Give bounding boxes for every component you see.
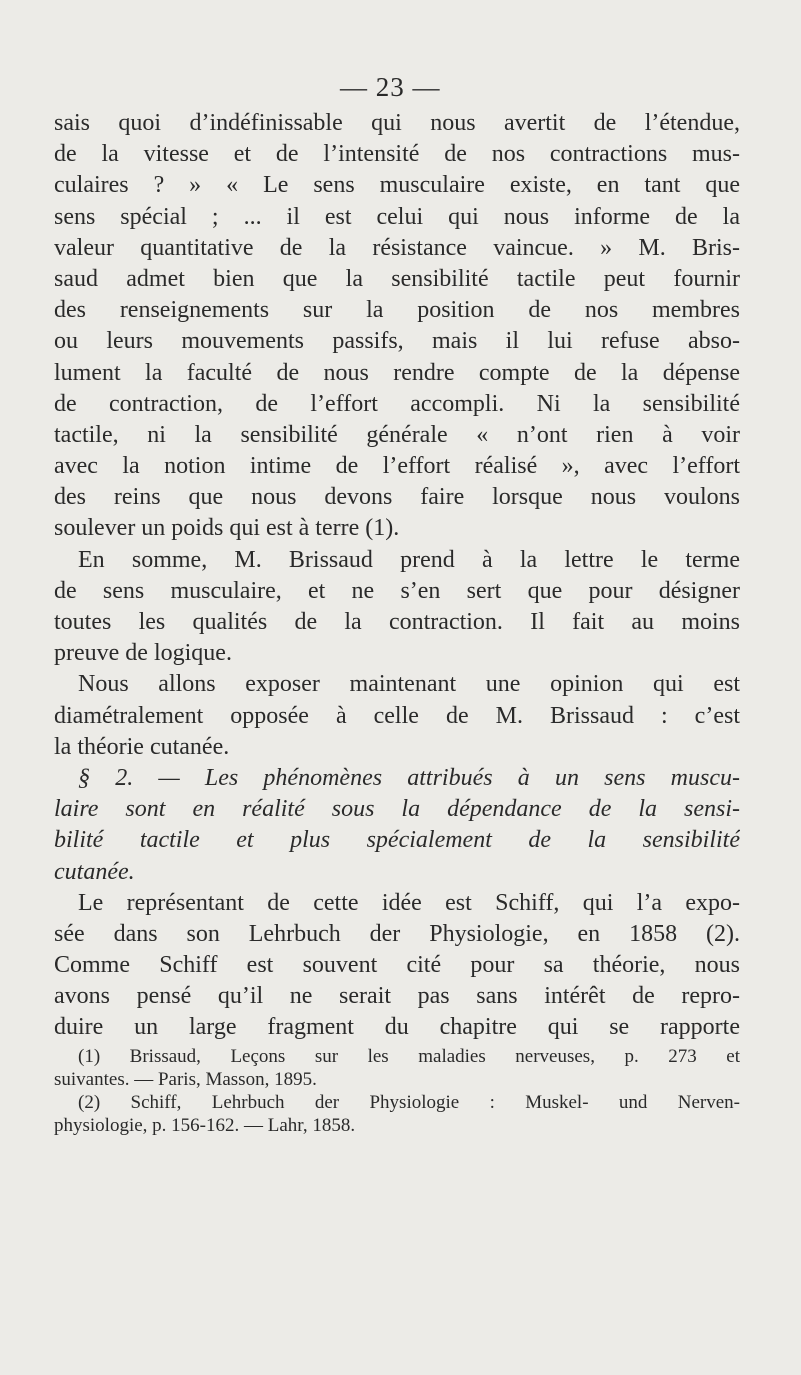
text-line: En somme, M. Brissaud prend à la lettre le terme — [78, 546, 740, 573]
footnote-line: (2) Schiff, Lehrbuch der Physiologie : Muskel- und Nerven- — [78, 1092, 740, 1113]
text-line: sais quoi d’indéfinissable qui nous avertit de l’étendue, — [54, 110, 740, 136]
text-line: sens spécial ; ... il est celui qui nous informe de la — [54, 203, 740, 230]
text-line: de la vitesse et de l’intensité de nos contractions mus- — [54, 141, 740, 168]
text-line: de contraction, de l’effort accompli. Ni la sensibilité — [54, 390, 740, 417]
text-line: culaires ? » « Le sens musculaire existe, en tant que — [54, 172, 740, 199]
text-line: lument la faculté de nous rendre compte de la dépense — [54, 359, 740, 386]
text-line: de sens musculaire, et ne s’en sert que pour désigner — [54, 577, 740, 604]
text-line: Le représentant de cette idée est Schiff, qui l’a expo- — [78, 889, 740, 916]
text-line: duire un large fragment du chapitre qui se rapporte — [54, 1014, 740, 1041]
text-line: sée dans son Lehrbuch der Physiologie, en 1858 (2). — [54, 920, 740, 947]
footnote-line: physiologie, p. 156-162. — Lahr, 1858. — [54, 1115, 356, 1136]
footnote-line: (1) Brissaud, Leçons sur les maladies nerveuses, p. 273 et — [78, 1046, 740, 1067]
text-line: des reins que nous devons faire lorsque nous voulons — [54, 484, 740, 511]
text-line: diamétralement opposée à celle de M. Brissaud : c’est — [54, 702, 740, 729]
text-line: avec la notion intime de l’effort réalisé », avec l’effort — [54, 453, 740, 480]
text-line: soulever un poids qui est à terre (1). — [54, 515, 400, 542]
text-line: saud admet bien que la sensibilité tactile peut fournir — [54, 265, 740, 292]
text-line: Nous allons exposer maintenant une opinion qui est — [78, 671, 740, 698]
text-line: tactile, ni la sensibilité générale « n’ont rien à voir — [54, 421, 740, 448]
section-heading-line: bilité tactile et plus spécialement de la sensibilité — [54, 827, 740, 854]
text-line: toutes les qualités de la contraction. Il fait au moins — [54, 609, 740, 635]
body-text — [54, 108, 740, 1044]
footnotes — [54, 1045, 740, 1137]
text-line: la théorie cutanée. — [54, 733, 230, 760]
text-line: des renseignements sur la position de nos membres — [54, 297, 740, 324]
section-heading-line: laire sont en réalité sous la dépendance de la sensi- — [54, 796, 740, 823]
text-line: preuve de logique. — [54, 640, 232, 667]
footnote-line: suivantes. — Paris, Masson, 1895. — [54, 1069, 317, 1090]
section-heading-line: § 2. — Les phénomènes attribués à un sens muscu- — [78, 764, 740, 791]
text-line: avons pensé qu’il ne serait pas sans intérêt de repro- — [54, 983, 740, 1010]
text-line: valeur quantitative de la résistance vaincue. » M. Bris- — [54, 234, 740, 261]
text-line: ou leurs mouvements passifs, mais il lui refuse abso- — [54, 328, 740, 355]
text-line: Comme Schiff est souvent cité pour sa théorie, nous — [54, 952, 740, 979]
page-number: — 23 — — [340, 72, 441, 102]
section-heading-line: cutanée. — [54, 858, 135, 885]
